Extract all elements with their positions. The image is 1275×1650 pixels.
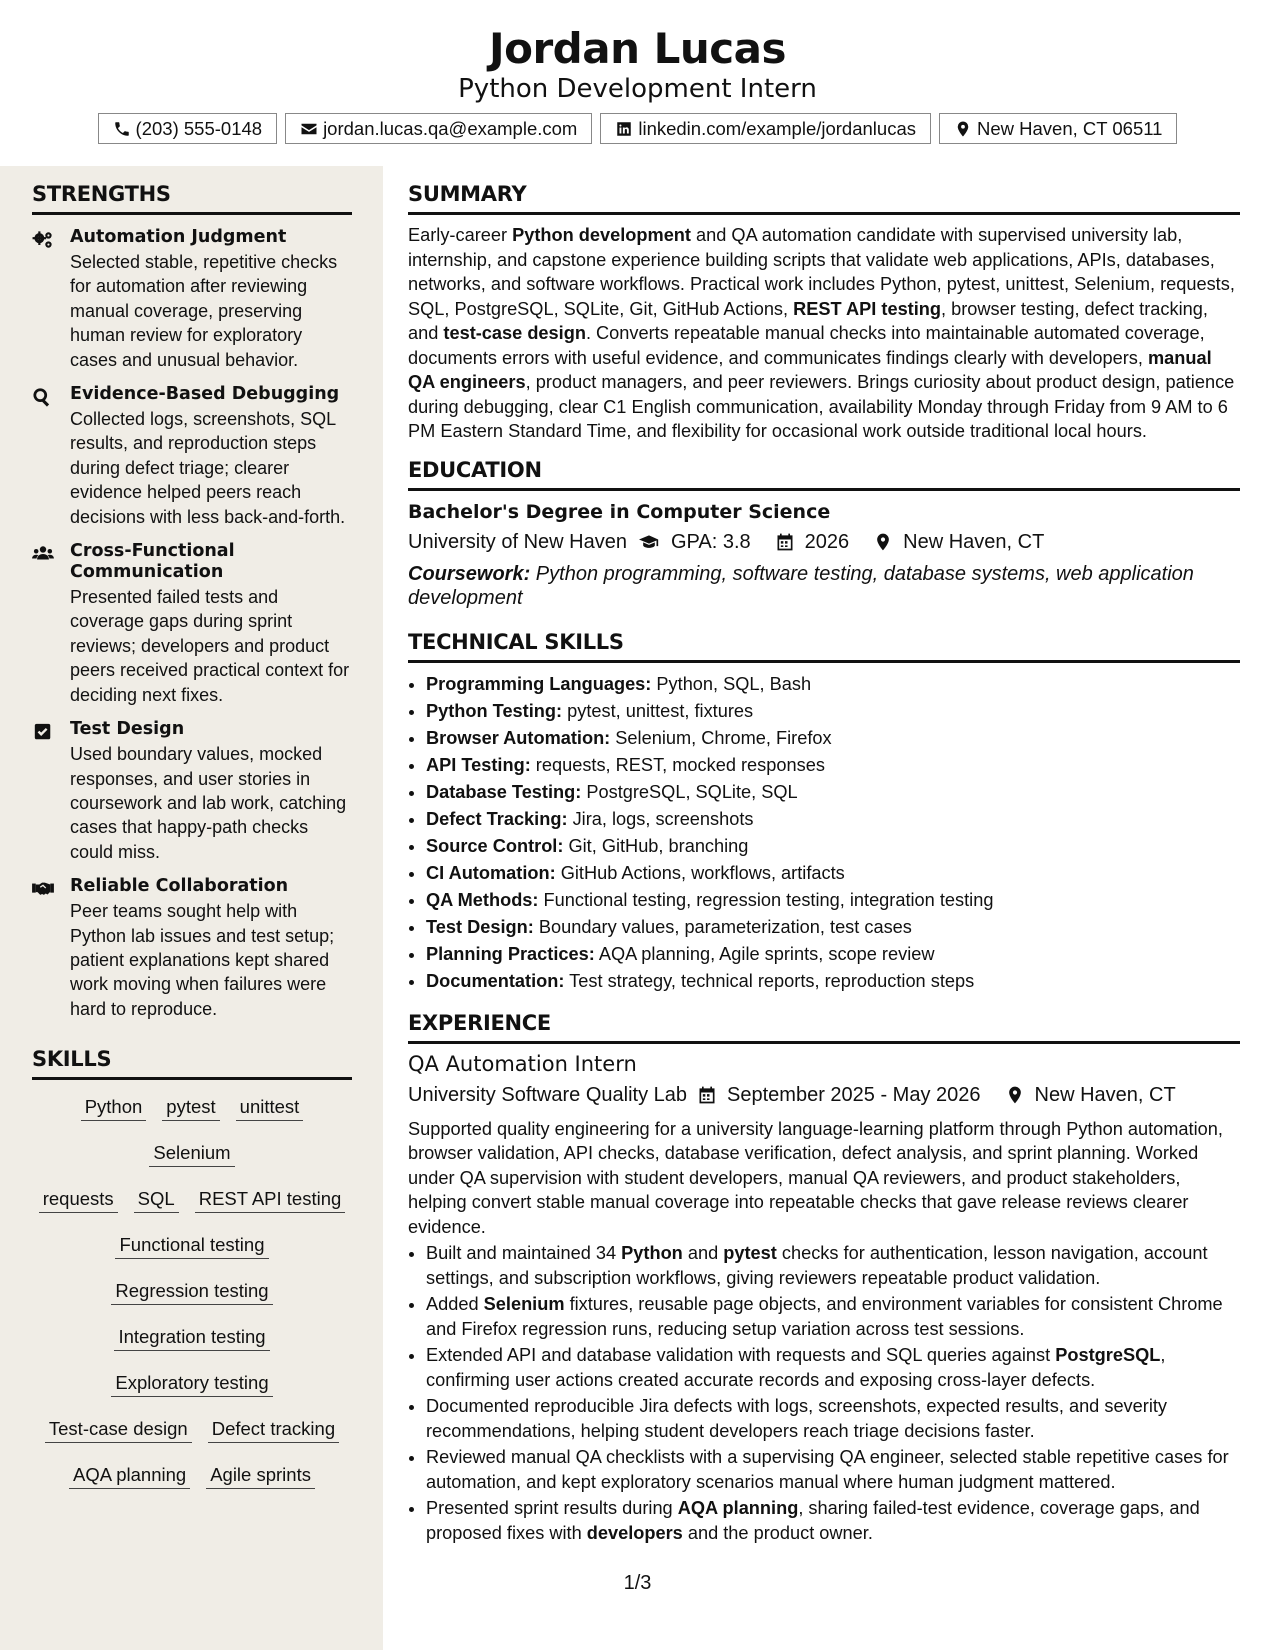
contact-location-text: New Haven, CT 06511 [977, 117, 1163, 139]
list-item: • Source Control: Git, GitHub, branching [426, 833, 1240, 860]
skill-chip: SQL [134, 1182, 179, 1213]
sidebar [0, 166, 383, 1650]
list-item: • QA Methods: Functional testing, regression testing, integration testing [426, 887, 1240, 914]
skill-chip: REST API testing [195, 1182, 346, 1213]
strength-text: Selected stable, repetitive checks for automation after reviewing manual coverage, preserving human review for exploratory cases and unusual behavior. [70, 252, 338, 370]
strength-title: Reliable Collaboration [70, 876, 289, 897]
skill-chip: Functional testing [115, 1228, 268, 1259]
coursework-label: Coursework: [408, 562, 531, 585]
strength-title: Evidence-Based Debugging [70, 384, 340, 405]
job-title: QA Automation Intern [408, 1051, 637, 1076]
degree-title: Bachelor's Degree in Computer Science [408, 500, 831, 523]
main-column [408, 182, 1240, 1547]
list-item: • Added Selenium fixtures, reusable page objects, and environment variables for consistent Chrome and Firefox regression runs, reducing setup variation across test sessions. [426, 1292, 1240, 1341]
contact-phone-text: (203) 555-0148 [135, 117, 263, 139]
contact-linkedin [600, 113, 931, 144]
graduation-cap-icon [637, 532, 661, 552]
linkedin-icon [615, 120, 633, 138]
contact-email-text: jordan.lucas.qa@example.com [323, 117, 578, 139]
contact-phone [98, 113, 278, 144]
calendar-icon [697, 1085, 717, 1105]
map-pin-icon [1005, 1085, 1025, 1105]
contact-email [285, 113, 592, 144]
strength-text: Peer teams sought help with Python lab issues and test setup; patient explanations kept shared work moving when failures were hard to reproduce. [70, 901, 335, 1019]
strength-title: Test Design [70, 719, 185, 740]
candidate-role: Python Development Intern [458, 74, 817, 104]
school-name: University of New Haven [408, 530, 627, 553]
education-meta [408, 531, 1240, 554]
skill-chip: Exploratory testing [111, 1366, 272, 1397]
strengths-heading: STRENGTHS [32, 182, 352, 215]
job-dates: September 2025 - May 2026 [727, 1083, 981, 1106]
contact-linkedin-text: linkedin.com/example/jordanlucas [638, 117, 916, 139]
list-item: • Planning Practices: AQA planning, Agile sprints, scope review [426, 941, 1240, 968]
skills-heading: SKILLS [32, 1047, 352, 1080]
job-meta [408, 1084, 1240, 1107]
strength-title: Automation Judgment [70, 227, 287, 247]
list-item: • Extended API and database validation with requests and SQL queries against PostgreSQL, confirming user actions created accurate records and exposing cross-layer defects. [426, 1343, 1240, 1392]
calendar-icon [775, 532, 795, 552]
list-item: • CI Automation: GitHub Actions, workflows, artifacts [426, 860, 1240, 887]
list-item: • Database Testing: PostgreSQL, SQLite, SQL [426, 779, 1240, 806]
skill-chip: Agile sprints [206, 1458, 315, 1489]
experience-bullets [408, 1241, 1240, 1545]
magnifier-icon [32, 387, 54, 407]
list-item: • Documented reproducible Jira defects with logs, screenshots, expected results, and severity recommendations, helping student developers reach triage decisions faster. [426, 1394, 1240, 1443]
job-location: New Haven, CT [1034, 1083, 1176, 1106]
envelope-icon [300, 120, 318, 138]
page-number: 1/3 [623, 1572, 652, 1594]
skill-chip: Python [81, 1090, 147, 1121]
coursework-text: Python programming, software testing, database systems, web application development [408, 562, 1194, 609]
list-item: • API Testing: requests, REST, mocked responses [426, 752, 1240, 779]
summary-text: Early-career Python development and QA automation candidate with supervised university lab, internship, and capstone experience building scripts that validate web applications, APIs, databases, networks, and software workflows. Practical work includes Python, pytest, unittest, Selenium, requests, SQL, PostgreSQL, SQLite, Git, GitHub Actions, REST API testing, browser testing, defect tracking, and test-case design. Converts repeatable manual checks into maintainable automated coverage, documents errors with useful evidence, and communicates findings clearly with developers, manual QA engineers, product managers, and peer reviewers. Brings curiosity about product design, patience during debugging, clear C1 English communication, availability Monday through Friday from 9 AM to 6 PM Eastern Standard Time, and flexibility for occasional work outside traditional local hours. [408, 225, 1235, 441]
strength-text: Used boundary values, mocked responses, and user stories in coursework and lab work, catching cases that happy-path checks could miss. [70, 744, 347, 862]
resume-header [0, 0, 1275, 166]
map-pin-icon [954, 120, 972, 138]
strength-item [32, 719, 352, 864]
coursework [408, 562, 1240, 610]
map-pin-icon [873, 532, 893, 552]
technical-skills-list [408, 671, 1240, 995]
skill-chip: requests [39, 1182, 118, 1213]
experience-heading: EXPERIENCE [408, 1011, 1240, 1044]
list-item: • Built and maintained 34 Python and pytest checks for authentication, lesson navigation, account settings, and subscription workflows, giving reviewers repeatable product validation. [426, 1241, 1240, 1290]
strength-item [32, 541, 352, 707]
contact-bar [0, 113, 1275, 144]
company-name: University Software Quality Lab [408, 1083, 688, 1106]
list-item: • Documentation: Test strategy, technical reports, reproduction steps [426, 968, 1240, 995]
education-heading: EDUCATION [408, 458, 1240, 491]
education-location: New Haven, CT [903, 530, 1045, 553]
list-item: • Test Design: Boundary values, parameterization, test cases [426, 914, 1240, 941]
graduation-year: 2026 [804, 530, 850, 553]
strength-item [32, 876, 352, 1021]
summary-heading: SUMMARY [408, 182, 1240, 215]
technical-skills-heading: TECHNICAL SKILLS [408, 630, 1240, 663]
strength-text: Presented failed tests and coverage gaps during sprint reviews; developers and product peers received practical context for deciding next fixes. [70, 587, 350, 705]
skill-chip: Selenium [149, 1136, 234, 1167]
gears-icon [32, 230, 54, 250]
list-item: • Reviewed manual QA checklists with a supervising QA engineer, selected stable repetitive cases for automation, and kept exploratory scenarios manual where human judgment mattered. [426, 1445, 1240, 1494]
handshake-icon [32, 879, 54, 899]
skill-chip: pytest [162, 1090, 219, 1121]
strength-item [32, 227, 352, 372]
strength-title: Cross-Functional Communication [70, 541, 235, 583]
list-item: • Presented sprint results during AQA planning, sharing failed-test evidence, coverage gaps, and proposed fixes with developers and the product owner. [426, 1496, 1240, 1545]
contact-location [939, 113, 1177, 144]
list-item: • Browser Automation: Selenium, Chrome, Firefox [426, 725, 1240, 752]
skill-chip: AQA planning [69, 1458, 190, 1489]
list-item: • Python Testing: pytest, unittest, fixtures [426, 698, 1240, 725]
strength-text: Collected logs, screenshots, SQL results, and reproduction steps during defect triage; clearer evidence helped peers reach decisions with less back-and-forth. [70, 409, 346, 527]
phone-icon [113, 120, 131, 138]
strength-item [32, 384, 352, 529]
skill-chip: unittest [236, 1090, 304, 1121]
skill-chip: Regression testing [111, 1274, 272, 1305]
skill-chip: Test-case design [45, 1412, 192, 1443]
checkbox-icon [32, 722, 54, 742]
gpa: GPA: 3.8 [670, 530, 751, 553]
candidate-name: Jordan Lucas [488, 24, 787, 73]
list-item: • Defect Tracking: Jira, logs, screenshots [426, 806, 1240, 833]
skill-chip: Defect tracking [208, 1412, 339, 1443]
skill-chip: Integration testing [114, 1320, 269, 1351]
skills-chip-list [32, 1080, 352, 1504]
job-description: Supported quality engineering for a university language-learning platform through Python automation, browser validation, API checks, database verification, defect analysis, and sprint planning. Worked under QA supervision with student developers, manual QA reviewers, and product stakeholders, helping convert stable manual coverage into repeatable checks that gave release reviews clearer evidence. [408, 1118, 1223, 1237]
people-icon [32, 544, 54, 564]
list-item: • Programming Languages: Python, SQL, Bash [426, 671, 1240, 698]
